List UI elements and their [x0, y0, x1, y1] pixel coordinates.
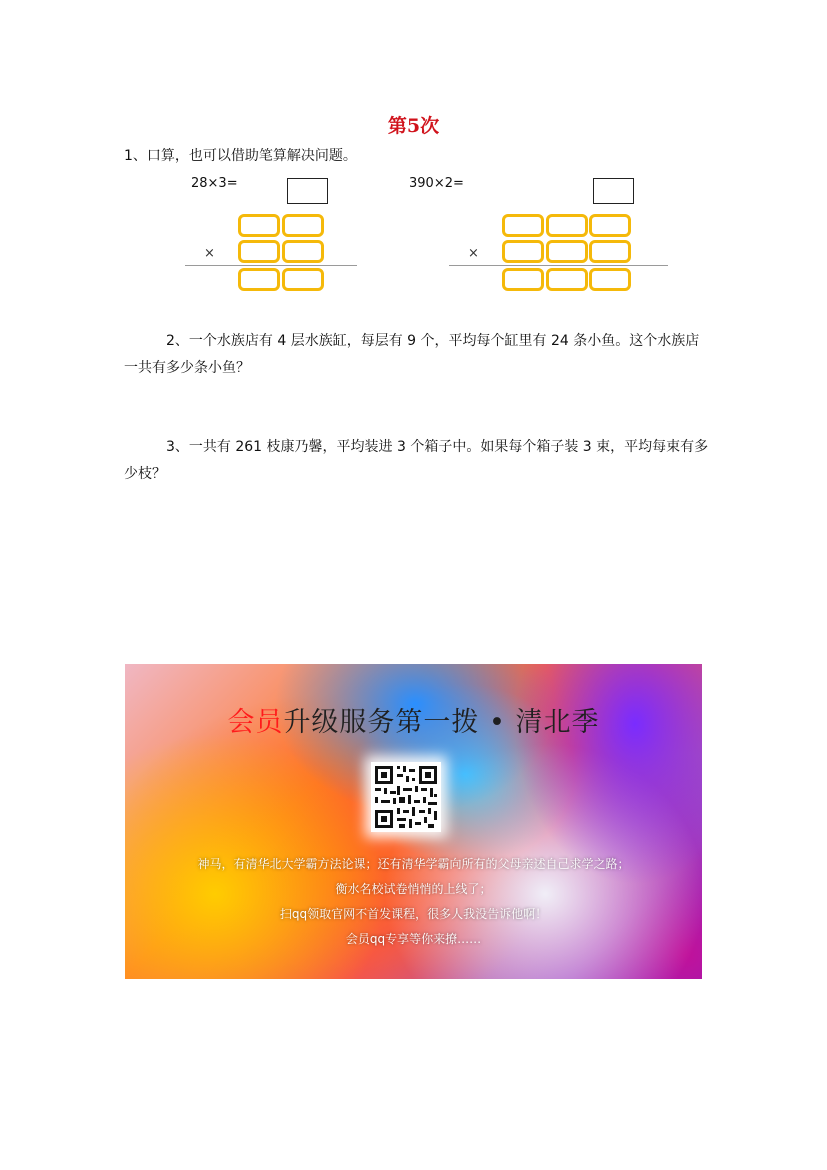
qr-code-icon[interactable]	[371, 762, 441, 832]
digit-cell[interactable]	[238, 240, 280, 263]
digit-cell[interactable]	[589, 214, 631, 237]
divider-line	[449, 265, 668, 266]
promo-line-3: 扫qq领取官网不首发课程，很多人我没告诉他啊！	[279, 907, 548, 921]
multiply-sign: ×	[468, 246, 479, 261]
promo-banner	[125, 664, 702, 979]
right-answer-box[interactable]	[593, 178, 634, 204]
left-answer-box[interactable]	[287, 178, 328, 204]
digit-cell[interactable]	[546, 240, 588, 263]
digit-cell[interactable]	[546, 268, 588, 291]
question-3-line-2: 少枝？	[124, 466, 166, 482]
promo-line-2: 衡水名校试卷悄悄的上线了；	[335, 882, 492, 896]
digit-cell[interactable]	[502, 214, 544, 237]
left-expression: 28×3=	[191, 176, 238, 191]
question-2-line-2: 一共有多少条小鱼？	[124, 360, 250, 376]
digit-cell[interactable]	[282, 268, 324, 291]
banner-title-member: 会员	[227, 707, 284, 738]
banner-title-upgrade: 升级服务第一拨	[283, 707, 480, 738]
promo-line-1: 神马，有清华北大学霸方法论课；还有清华学霸向所有的父母亲述自己求学之路；	[197, 857, 630, 871]
digit-cell[interactable]	[589, 268, 631, 291]
banner-title-season: • 清北季	[489, 707, 600, 738]
digit-cell[interactable]	[282, 214, 324, 237]
question-1-text: 1、口算，也可以借助笔算解决问题。	[124, 148, 357, 164]
digit-cell[interactable]	[238, 214, 280, 237]
page-title: 第5次	[387, 115, 440, 137]
digit-cell[interactable]	[502, 268, 544, 291]
divider-line	[185, 265, 357, 266]
digit-cell[interactable]	[589, 240, 631, 263]
banner-title	[125, 700, 702, 739]
digit-cell[interactable]	[238, 268, 280, 291]
digit-cell[interactable]	[502, 240, 544, 263]
promo-line-4: 会员qq专享等你来撩……	[345, 932, 482, 946]
multiply-sign: ×	[204, 246, 215, 261]
right-expression: 390×2=	[409, 176, 464, 191]
digit-cell[interactable]	[546, 214, 588, 237]
qr-code-graphic	[371, 762, 441, 832]
question-3-line-1: 3、一共有 261 枝康乃馨，平均装进 3 个箱子中。如果每个箱子装 3 束，平均每束有多	[166, 439, 709, 455]
question-2-line-1: 2、一个水族店有 4 层水族缸，每层有 9 个，平均每个缸里有 24 条小鱼。这个水族店	[166, 333, 700, 349]
digit-cell[interactable]	[282, 240, 324, 263]
